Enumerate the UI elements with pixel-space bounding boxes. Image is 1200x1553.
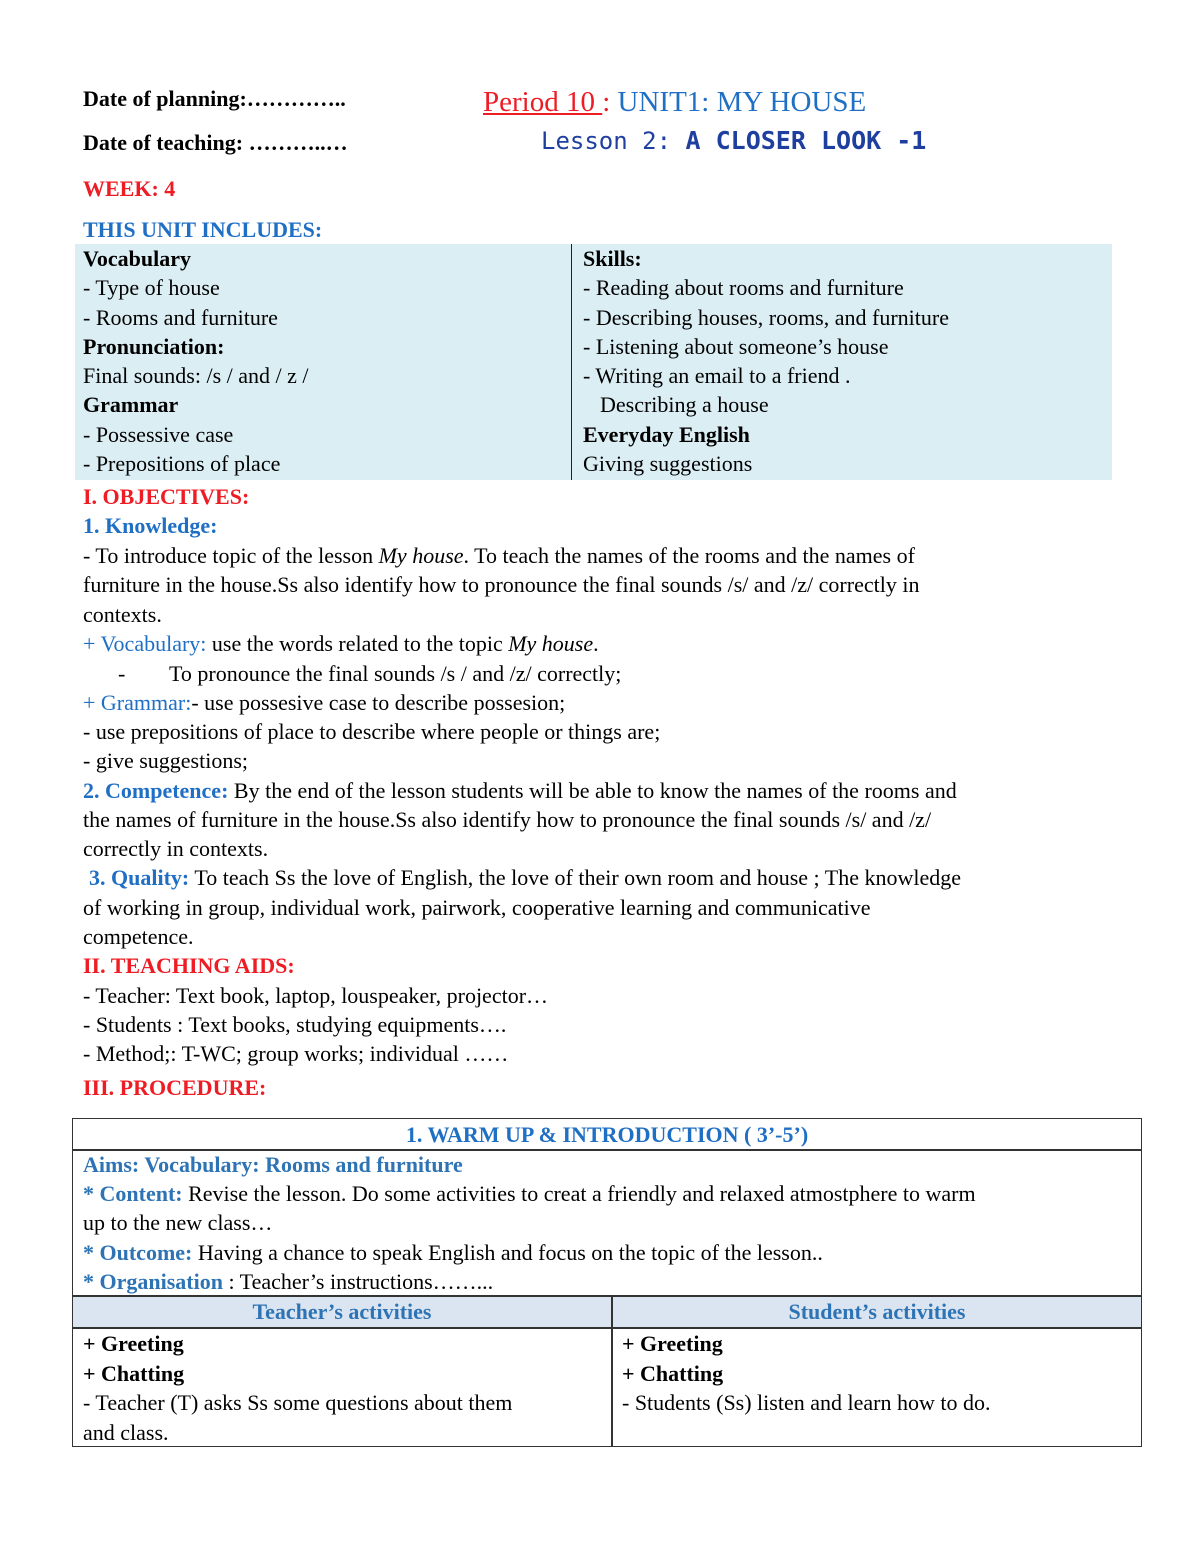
topic-italic: My house	[508, 631, 594, 656]
content-label: * Content:	[83, 1181, 183, 1207]
text-span: Having a chance to speak English and focus on the topic of the lesson..	[192, 1239, 823, 1265]
teaching-aid-item: - Method;: T-WC; group works; individual ……	[83, 1041, 509, 1066]
knowledge-text	[83, 541, 1140, 571]
date-of-planning: Date of planning:…………..	[83, 86, 346, 111]
knowledge-text-3: contexts.	[83, 602, 162, 627]
quality-text-2: of working in group, individual work, pairwork, cooperative learning and communicative	[83, 895, 871, 920]
quality-text	[89, 863, 1140, 893]
includes-right-column	[583, 244, 1103, 480]
list-item: + Greeting	[83, 1331, 184, 1356]
competence-text	[83, 776, 1140, 806]
lesson-name: A CLOSER LOOK -1	[685, 126, 927, 155]
list-item: and class.	[83, 1419, 169, 1445]
vocabulary-heading: Vocabulary	[83, 246, 191, 271]
text-span: : Teacher’s instructions……...	[228, 1268, 494, 1294]
procedure-heading: III. PROCEDURE:	[83, 1075, 267, 1100]
vocabulary-objective	[83, 629, 1140, 659]
knowledge-text-2: furniture in the house.Ss also identify how to pronounce the final sounds /s/ and /z/ correctly in	[83, 572, 920, 597]
column-divider	[571, 244, 572, 480]
period-colon: :	[602, 86, 618, 118]
stage-title: 1. WARM UP & INTRODUCTION ( 3’-5’)	[405, 1122, 809, 1147]
topic-italic: My house	[378, 543, 464, 568]
quality-label: 3. Quality:	[89, 865, 190, 890]
unit-includes-table	[75, 244, 1112, 480]
grammar-heading: Grammar	[83, 392, 179, 418]
content-line-2: up to the new class…	[83, 1210, 273, 1236]
column-divider	[611, 1296, 613, 1446]
organisation-label: * Organisation	[83, 1268, 229, 1294]
competence-text-2: the names of furniture in the house.Ss also identify how to pronounce the final sounds /s/ and /z/	[83, 807, 932, 832]
text-span: To teach Ss the love of English, the love of their own room and house ; The knowledge	[189, 865, 962, 890]
list-item: - Writing an email to a friend .	[583, 363, 851, 389]
objectives-heading: I. OBJECTIVES:	[83, 484, 250, 509]
grammar-objective	[83, 688, 1140, 718]
list-item: - Rooms and furniture	[83, 304, 278, 330]
teacher-activities-cell	[83, 1329, 603, 1447]
grammar-objective-3: - give suggestions;	[83, 748, 248, 773]
competence-text-3: correctly in contexts.	[83, 836, 269, 861]
list-item: Giving suggestions	[583, 451, 753, 477]
dash: -	[118, 661, 126, 686]
lesson-title	[541, 126, 926, 155]
text-span: To pronounce the final sounds /s / and /z/ correctly;	[169, 661, 622, 686]
skills-heading: Skills:	[583, 246, 642, 271]
organisation-line	[83, 1267, 1131, 1296]
student-activities-cell	[622, 1329, 1127, 1418]
list-item: Describing a house	[600, 392, 769, 418]
competence-label: 2. Competence:	[83, 778, 229, 803]
list-item: + Chatting	[622, 1360, 724, 1386]
everyday-english-heading: Everyday English	[583, 421, 750, 447]
list-item: - Listening about someone’s house	[583, 333, 889, 359]
period-title	[483, 86, 866, 119]
teaching-aid-item: - Teacher: Text book, laptop, louspeaker, projector…	[83, 983, 549, 1008]
text-span: Revise the lesson. Do some activities to creat a friendly and relaxed atmostphere to warm	[182, 1181, 976, 1207]
unit-includes-heading: THIS UNIT INCLUDES:	[83, 217, 323, 242]
student-activities-header: Student’s activities	[613, 1297, 1141, 1327]
teaching-aid-item: - Students : Text books, studying equipments….	[83, 1012, 507, 1037]
list-item: - Teacher (T) asks Ss some questions about them	[83, 1390, 513, 1415]
grammar-objective-2: - use prepositions of place to describe where people or things are;	[83, 719, 661, 744]
list-item: - Students (Ss) listen and learn how to do.	[622, 1390, 991, 1415]
text-span: - To introduce topic of the lesson	[83, 543, 379, 568]
quality-text-3: competence.	[83, 924, 194, 949]
list-item: Final sounds: /s / and / z /	[83, 363, 309, 389]
date-of-teaching: Date of teaching: ………..…	[83, 130, 348, 155]
pronunciation-objective	[83, 659, 1140, 689]
list-item: - Describing houses, rooms, and furniture	[583, 304, 949, 330]
text-span: By the end of the lesson students will be able to know the names of the rooms and	[228, 778, 957, 803]
list-item: - Reading about rooms and furniture	[583, 275, 904, 301]
includes-left-column	[83, 244, 563, 480]
text-span: - use possesive case to describe possesion;	[191, 690, 566, 715]
grammar-label: + Grammar:	[83, 690, 192, 715]
period-label: Period 10	[483, 86, 603, 118]
aims-line: Aims: Vocabulary: Rooms and furniture	[83, 1152, 463, 1177]
list-item: + Chatting	[83, 1360, 185, 1386]
vocabulary-label: + Vocabulary:	[83, 631, 207, 656]
pronunciation-heading: Pronunciation:	[83, 333, 225, 359]
text-span: . To teach the names of the rooms and the names of	[463, 543, 915, 568]
teaching-aids-heading: II. TEACHING AIDS:	[83, 953, 295, 978]
unit-title: UNIT1: MY HOUSE	[617, 86, 867, 118]
procedure-table	[72, 1118, 1142, 1447]
text-span: use the words related to the topic	[206, 631, 509, 656]
stage-aims	[83, 1150, 1131, 1296]
list-item: - Prepositions of place	[83, 451, 281, 477]
list-item: - Possessive case	[83, 421, 234, 447]
text-span: .	[593, 631, 599, 656]
week-label: WEEK: 4	[83, 176, 176, 201]
table-rule	[73, 1118, 1141, 1119]
list-item: - Type of house	[83, 275, 220, 301]
outcome-line	[83, 1238, 1131, 1267]
content-line	[83, 1179, 1131, 1208]
teacher-activities-header: Teacher’s activities	[73, 1297, 611, 1327]
knowledge-heading: 1. Knowledge:	[83, 513, 218, 538]
outcome-label: * Outcome:	[83, 1239, 193, 1265]
list-item: + Greeting	[622, 1331, 723, 1356]
lesson-label: Lesson 2:	[541, 127, 672, 155]
